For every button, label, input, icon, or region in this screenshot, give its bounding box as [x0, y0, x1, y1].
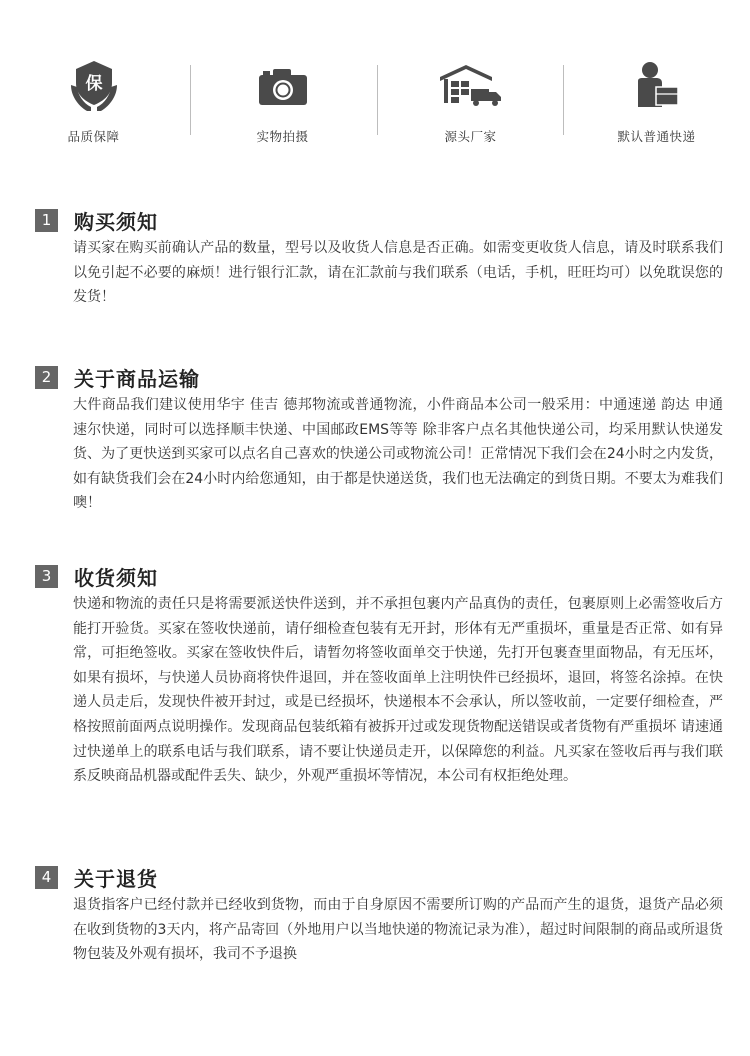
section-header	[35, 365, 725, 389]
feature-photo	[189, 55, 376, 145]
section-receiving	[35, 564, 725, 785]
feature-express	[563, 55, 750, 145]
feature-quality	[0, 55, 187, 145]
section-title: 关于商品运输	[74, 367, 200, 391]
warehouse-truck-icon	[438, 63, 504, 111]
feature-row	[0, 55, 750, 145]
camera-icon	[257, 67, 309, 111]
feature-label: 源头厂家	[444, 129, 497, 144]
section-number: 3	[35, 565, 58, 588]
section-header	[35, 208, 725, 232]
quality-badge-char: 保	[85, 74, 102, 94]
section-shipping	[35, 365, 725, 512]
section-title: 收货须知	[74, 566, 158, 590]
feature-label: 品质保障	[67, 129, 120, 144]
section-returns	[35, 865, 725, 963]
feature-label: 默认普通快递	[617, 129, 696, 144]
section-number: 4	[35, 866, 58, 889]
section-number: 2	[35, 366, 58, 389]
courier-package-icon	[632, 61, 682, 113]
section-title: 关于退货	[74, 867, 158, 891]
shield-hands-icon	[69, 59, 119, 117]
section-body: 大件商品我们建议使用华宇 佳吉 德邦物流或普通物流，小件商品本公司一般采用：中通速递 韵达 申通 速尔快递，同时可以选择顺丰快递、中国邮政EMS等等 除非客户点名其他快递公司，均采用默认快递发货、为了更快送到买家可以点名自己喜欢的快递公司或物流公司！正常情况下我们会在24小时之内发货，如有缺货我们会在24小时内给您通知，由于都是快递送货，我们也无法确定的到货日期。不要太为难我们噢！	[73, 397, 723, 512]
feature-label: 实物拍摄	[256, 129, 309, 144]
section-body: 快递和物流的责任只是将需要派送快件送到，并不承担包裹内产品真伪的责任，包裹原则上必需签收后方能打开验货。买家在签收快递前，请仔细检查包装有无开封，形体有无严重损坏，重量是否正常、如有异常，可拒绝签收。买家在签收快件后，请暂勿将签收面单交于快递，先打开包裹查里面物品，有无压坏，如果有损坏，与快递人员协商将快件退回，并在签收面单上注明快件已经损坏，退回，将签名涂掉。在快递人员走后，发现快件被开封过，或是已经损坏，快递根本不会承认，所以签收前，一定要仔细检查，严格按照前面两点说明操作。发现商品包装纸箱有被拆开过或发现货物配送错误或者货物有严重损坏 请速通过快递单上的联系电话与我们联系，请不要让快递员走开，以保障您的利益。凡买家在签收后再与我们联系反映商品机器或配件丢失、缺少，外观严重损坏等情况，本公司有权拒绝处理。	[73, 596, 723, 785]
section-title: 购买须知	[74, 210, 158, 234]
section-header	[35, 865, 725, 889]
section-body: 退货指客户已经付款并已经收到货物，而由于自身原因不需要所订购的产品而产生的退货，退货产品必须在收到货物的3天内，将产品寄回（外地用户以当地快递的物流记录为准），超过时间限制的商品或所退货物包装及外观有损坏，我司不予退换	[73, 897, 723, 963]
section-number: 1	[35, 209, 58, 232]
section-header	[35, 564, 725, 588]
section-purchase-notice	[35, 208, 725, 306]
section-body: 请买家在购买前确认产品的数量，型号以及收货人信息是否正确。如需变更收货人信息，请及时联系我们以免引起不必要的麻烦！进行银行汇款，请在汇款前与我们联系（电话，手机，旺旺均可）以免耽误您的发货！	[73, 240, 723, 306]
feature-factory	[377, 55, 564, 145]
